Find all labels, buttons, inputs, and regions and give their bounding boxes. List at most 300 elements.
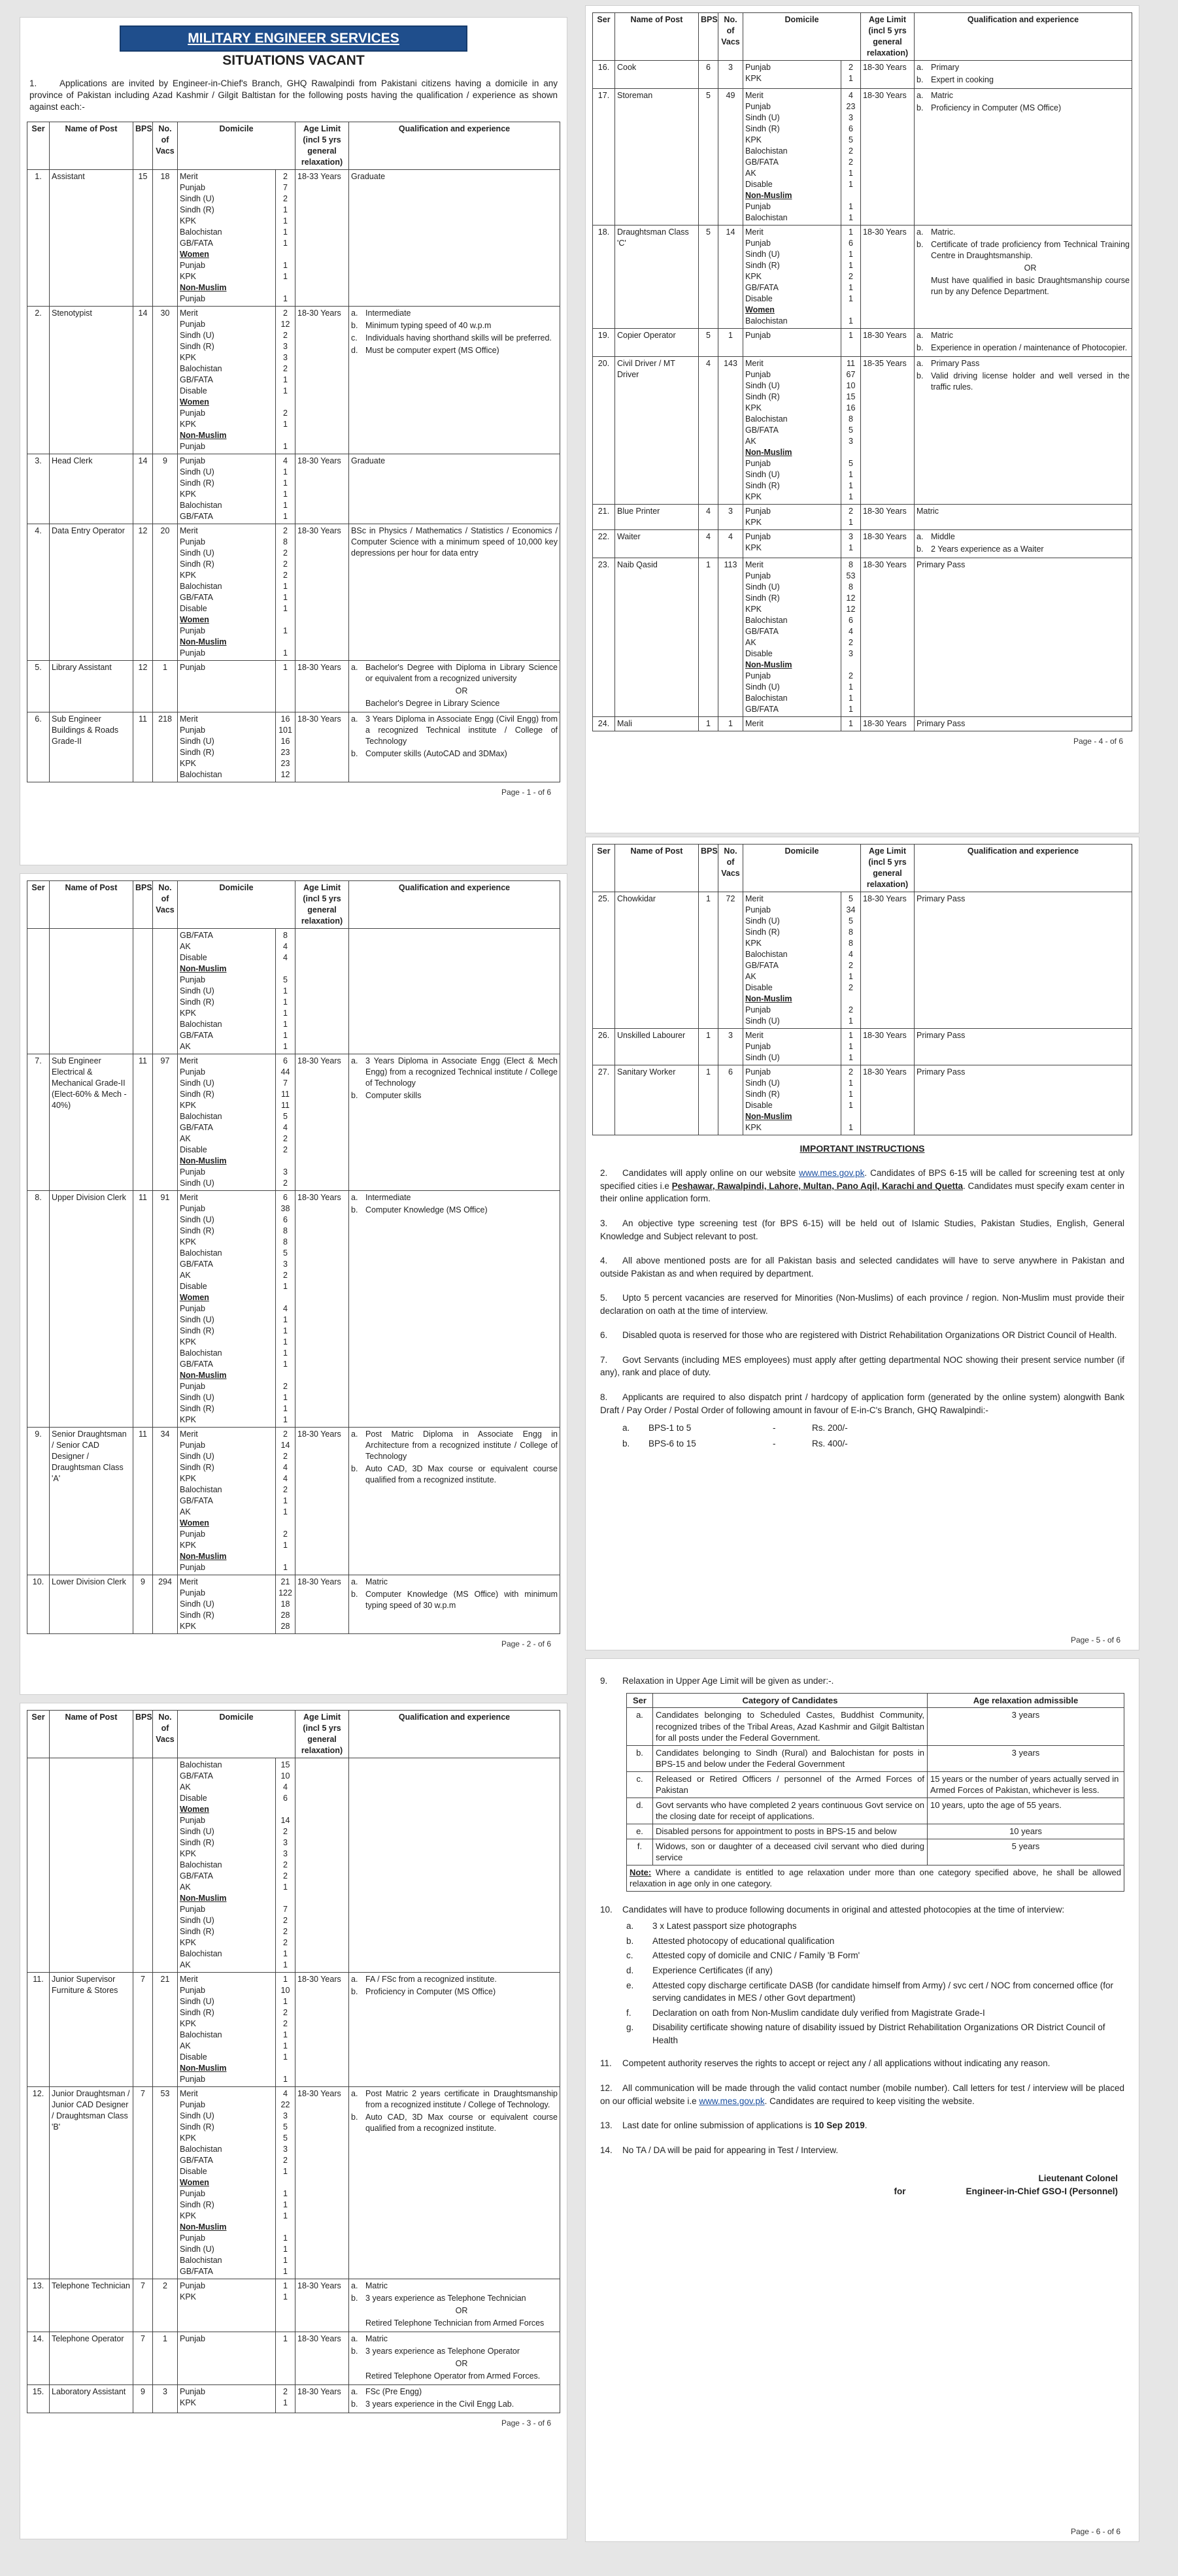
domicile-count: 1	[283, 2292, 288, 2301]
post-serial: 19.	[593, 329, 615, 357]
domicile-region: Sindh (U)	[180, 1997, 214, 2006]
domicile-region: Sindh (U)	[180, 1916, 214, 1925]
domicile-count	[278, 1518, 293, 1529]
qualification-item-text: Retired Telephone Operator from Armed Forces.	[365, 2371, 541, 2381]
post-name: Unskilled Labourer	[615, 1029, 699, 1065]
instruction-11: 11. Competent authority reserves the rights to accept or reject any / all applications without indicating any reason.	[600, 2058, 1051, 2069]
domicile-region: Sindh (U)	[745, 916, 780, 926]
domicile-list	[178, 454, 276, 524]
domicile-region: Disable	[180, 1794, 207, 1803]
post-serial: 26.	[593, 1029, 615, 1065]
domicile-region: Sindh (R)	[180, 997, 214, 1007]
domicile-count: 1	[283, 1337, 288, 1347]
relax-age: 15 years or the number of years actually served in Armed Forces of Pakistan, whichever is less.	[928, 1771, 1124, 1798]
domicile-count: 1	[849, 694, 853, 703]
post-qualification	[349, 1054, 560, 1191]
header-vacs: No. of Vacs	[153, 881, 178, 929]
post-age-limit	[295, 1758, 349, 1973]
domicile-count: 1	[283, 500, 288, 510]
domicile-region: Punjab	[745, 532, 771, 541]
post-vacancies: 72	[718, 892, 743, 1029]
qualification-item-text: Computer Knowledge (MS Office)	[365, 1205, 488, 1214]
domicile-count: 2	[849, 272, 853, 281]
qualification-item	[917, 239, 1130, 261]
domicile-count: 2	[283, 1452, 288, 1461]
domicile-region: GB/FATA	[180, 1260, 213, 1269]
post-serial: 24.	[593, 717, 615, 731]
domicile-region: Punjab	[180, 626, 205, 635]
table-row	[27, 1758, 560, 1973]
qualification-item-text: Proficiency in Computer (MS Office)	[365, 1987, 496, 1996]
domicile-region: Sindh (R)	[180, 1226, 214, 1235]
fee-row: a. BPS-1 to 5 - Rs. 200/-	[622, 1423, 848, 1433]
domicile-count: 4	[283, 1474, 288, 1483]
domicile-list	[178, 1428, 276, 1575]
qualification-item-text: Bachelor's Degree with Diploma in Library Science or equivalent from a recognized university	[365, 662, 558, 683]
post-bps: 9	[133, 2385, 153, 2413]
table-row	[27, 1191, 560, 1428]
domicile-count: 1	[849, 1123, 853, 1132]
domicile-count: 16	[280, 714, 290, 724]
domicile-region: Merit	[180, 2089, 198, 2098]
domicile-region: Punjab	[180, 1905, 205, 1914]
domicile-region: Sindh (R)	[180, 1463, 214, 1472]
qualification-item	[351, 345, 558, 356]
domicile-region: KPK	[180, 1415, 197, 1424]
qualification-item	[351, 2281, 558, 2292]
domicile-region: GB/FATA	[180, 2156, 213, 2165]
domicile-counts	[841, 717, 861, 731]
domicile-region: Balochistan	[180, 2256, 222, 2265]
domicile-count: 22	[280, 2100, 290, 2109]
post-serial: 13.	[27, 2279, 50, 2332]
post-qualification	[915, 226, 1132, 329]
domicile-list	[743, 717, 841, 731]
domicile-region: Punjab	[745, 459, 771, 468]
qualification-item	[351, 1192, 558, 1203]
qualification-item	[351, 2371, 558, 2382]
domicile-count: 2	[283, 570, 288, 580]
post-serial: 16.	[593, 61, 615, 89]
domicile-region: Balochistan	[180, 1112, 222, 1121]
domicile-count: 1	[283, 2189, 288, 2198]
domicile-region: Sindh (U)	[745, 1016, 780, 1026]
qualification-item	[351, 698, 558, 709]
domicile-count: 1	[283, 648, 288, 658]
post-age-limit: 18-30 Years	[295, 2385, 349, 2413]
domicile-count: 1	[849, 331, 853, 340]
domicile-counts	[276, 1575, 295, 1634]
domicile-count: 1	[283, 581, 288, 591]
domicile-region: AK	[180, 1507, 191, 1516]
domicile-count: 15	[280, 1760, 290, 1769]
domicile-region: Balochistan	[745, 616, 788, 625]
domicile-count: 2	[849, 507, 853, 516]
qualification-item-text: Matric	[365, 1577, 388, 1586]
page-footer: Page - 4 - of 6	[1073, 737, 1123, 746]
posts-table	[592, 12, 1132, 731]
table-row	[593, 892, 1132, 1029]
table-header-row	[27, 122, 560, 169]
domicile-list	[178, 1973, 276, 2087]
domicile-region: Balochistan	[180, 1949, 222, 1958]
post-age-limit: 18-35 Years	[861, 357, 915, 505]
qualification-item-text: Auto CAD, 3D Max course or equivalent course qualified from a recognized institute.	[365, 1464, 558, 1484]
table-row	[27, 169, 560, 306]
website-link[interactable]: www.mes.gov.pk	[699, 2096, 765, 2106]
post-serial: 4.	[27, 524, 50, 660]
domicile-count: 2	[283, 2387, 288, 2396]
post-serial: 14.	[27, 2332, 50, 2385]
domicile-count: 1	[283, 1020, 288, 1029]
post-vacancies: 18	[153, 169, 178, 306]
domicile-count: 1	[283, 2398, 288, 2407]
domicile-region: GB/FATA	[745, 961, 779, 970]
post-age-limit: 18-33 Years	[295, 169, 349, 306]
domicile-region: Punjab	[745, 1067, 771, 1077]
post-age-limit: 18-30 Years	[861, 89, 915, 226]
post-serial: 1.	[27, 169, 50, 306]
post-serial	[27, 929, 50, 1054]
domicile-count: 1	[849, 169, 853, 178]
post-serial: 22.	[593, 530, 615, 558]
qualification-marker: b.	[351, 1464, 358, 1473]
domicile-count: 1	[849, 261, 853, 270]
qualification-item-text: Must have qualified in basic Draughtsmanship course run by any Defence Department.	[931, 276, 1130, 296]
domicile-list	[743, 892, 841, 1029]
domicile-region: Balochistan	[180, 227, 222, 237]
domicile-counts	[841, 505, 861, 530]
post-vacancies: 21	[153, 1973, 178, 2087]
qualification-item-text: 3 years experience as Telephone Operator	[365, 2347, 520, 2356]
domicile-list	[178, 169, 276, 306]
domicile-region: Sindh (R)	[180, 747, 214, 757]
qualification-item	[351, 2112, 558, 2134]
post-name: Mali	[615, 717, 699, 731]
qualification-item-text: Must be computer expert (MS Office)	[365, 345, 499, 355]
qualification-item-text: 3 Years Diploma in Associate Engg (Civil Engg) from a recognized Technical institute / College of Technology	[365, 714, 558, 746]
domicile-count: 2	[283, 363, 288, 373]
post-name	[50, 1758, 133, 1973]
table-row	[27, 1428, 560, 1575]
domicile-region: Punjab	[745, 1042, 771, 1051]
domicile-category: Women	[180, 1293, 209, 1302]
qualification-list	[351, 2386, 558, 2410]
domicile-region: Sindh (U)	[180, 1315, 214, 1324]
post-qualification	[915, 357, 1132, 505]
qualification-marker: b.	[351, 748, 358, 758]
domicile-region: Punjab	[180, 975, 205, 984]
domicile-count	[843, 660, 858, 671]
qualification-item-text: FA / FSc from a recognized institute.	[365, 1975, 497, 1984]
table-row	[593, 1029, 1132, 1065]
post-vacancies: 2	[153, 2279, 178, 2332]
qualification-marker: a.	[351, 308, 358, 318]
domicile-region: GB/FATA	[180, 1360, 213, 1369]
domicile-region: Balochistan	[180, 1348, 222, 1358]
post-bps: 11	[133, 712, 153, 782]
domicile-region: KPK	[745, 939, 762, 948]
domicile-region: Sindh (U)	[180, 2111, 214, 2120]
qualification-text: Matric	[917, 507, 939, 516]
domicile-count: 12	[846, 605, 856, 614]
instruction-8: 8. Applicants are required to also dispatch print / hardcopy of application form (generated by the online system) alongwith Bank Draft / Pay Order / Postal Order of following amount in favour of E-in-C's Branch, GHQ Rawalpindi:-	[600, 1392, 1124, 1415]
qualification-item-text: Proficiency in Computer (MS Office)	[931, 103, 1062, 112]
post-qualification	[349, 1758, 560, 1973]
domicile-region: KPK	[180, 2019, 197, 2028]
domicile-count: 3	[849, 532, 853, 541]
qualification-marker: c.	[351, 333, 358, 343]
relax-category: Released or Retired Officers / personnel of the Armed Forces of Pakistan	[653, 1771, 928, 1798]
relax-ser: f.	[627, 1839, 653, 1865]
domicile-category: Non-Muslim	[745, 1112, 792, 1121]
domicile-count: 2	[283, 1871, 288, 1881]
domicile-count: 1	[283, 227, 288, 237]
table-header-row	[27, 881, 560, 929]
domicile-count: 1	[283, 511, 288, 521]
domicile-category: Non-Muslim	[180, 1894, 227, 1903]
qualification-marker: b.	[351, 1091, 358, 1100]
page-5	[585, 837, 1139, 1650]
domicile-region: KPK	[180, 758, 197, 768]
header-bps: BPS	[699, 13, 718, 61]
domicile-count: 1	[283, 2256, 288, 2265]
domicile-count: 2	[283, 408, 288, 418]
website-link[interactable]: www.mes.gov.pk	[799, 1168, 865, 1179]
domicile-count: 6	[283, 1215, 288, 1224]
domicile-region: GB/FATA	[180, 1771, 213, 1781]
domicile-count: 8	[849, 582, 853, 592]
header-ser: Ser	[27, 881, 50, 929]
relax-note	[627, 1865, 1124, 1891]
domicile-count: 2	[283, 559, 288, 569]
domicile-count: 7	[283, 182, 288, 192]
table-row	[593, 717, 1132, 731]
domicile-region: KPK	[180, 1009, 197, 1018]
domicile-region: Merit	[745, 560, 764, 569]
domicile-category: Non-Muslim	[180, 964, 227, 973]
domicile-count: 1	[283, 2167, 288, 2176]
domicile-count: 2	[283, 1179, 288, 1188]
domicile-region: GB/FATA	[180, 1123, 213, 1132]
page-footer: Page - 3 - of 6	[501, 2418, 551, 2428]
qualification-marker: a.	[351, 1193, 358, 1202]
document-text: 3 x Latest passport size photographs	[652, 1921, 797, 1932]
domicile-count	[278, 2177, 293, 2188]
document-marker: g.	[626, 2022, 634, 2033]
post-bps: 11	[133, 1191, 153, 1428]
domicile-list	[178, 1758, 276, 1973]
document-text: Experience Certificates (if any)	[652, 1965, 773, 1976]
domicile-count: 1	[849, 1079, 853, 1088]
posts-table	[592, 844, 1132, 1135]
post-age-limit: 18-30 Years	[861, 61, 915, 89]
domicile-counts	[276, 929, 295, 1054]
post-vacancies: 30	[153, 306, 178, 454]
domicile-count: 2	[849, 638, 853, 647]
domicile-region: Punjab	[180, 456, 205, 465]
table-row	[27, 712, 560, 782]
domicile-count: 28	[280, 1622, 290, 1631]
domicile-counts	[276, 454, 295, 524]
domicile-region: Punjab	[180, 1304, 205, 1313]
domicile-count	[843, 994, 858, 1005]
domicile-count: 2	[283, 1827, 288, 1836]
post-age-limit: 18-30 Years	[861, 892, 915, 1029]
domicile-count: 2	[283, 171, 288, 181]
domicile-region: Sindh (R)	[180, 1404, 214, 1413]
domicile-region: Sindh (U)	[180, 1393, 214, 1402]
table-row	[27, 454, 560, 524]
qualification-marker: b.	[917, 75, 924, 84]
domicile-counts	[276, 1428, 295, 1575]
domicile-category: Non-Muslim	[180, 1156, 227, 1165]
instruction-3: 3. An objective type screening test (for BPS 6-15) will be held out of Islamic Studies, Pakistan Studies, English, General Knowledge and Subject relevant to post.	[600, 1218, 1124, 1241]
domicile-count: 16	[846, 403, 856, 412]
qualification-item	[917, 90, 1130, 101]
post-bps	[133, 1758, 153, 1973]
relax-age: 5 years	[928, 1839, 1124, 1865]
domicile-count: 4	[283, 1463, 288, 1472]
relax-ser: e.	[627, 1824, 653, 1839]
qualification-item	[351, 333, 558, 344]
post-qualification	[915, 558, 1132, 717]
domicile-region: Sindh (U)	[180, 330, 214, 340]
relax-category: Widows, son or daughter of a deceased civil servant who died during service	[653, 1839, 928, 1865]
header-age: Age Limit (incl 5 yrs general relaxation)	[295, 881, 349, 929]
qualification-item	[351, 1429, 558, 1462]
domicile-count: 15	[846, 392, 856, 401]
domicile-region: Disable	[180, 1282, 207, 1291]
domicile-count	[278, 249, 293, 260]
header-vacs: No. of Vacs	[718, 845, 743, 892]
post-serial	[27, 1758, 50, 1973]
domicile-region: AK	[180, 1134, 191, 1143]
domicile-region: GB/FATA	[180, 592, 213, 602]
domicile-count: 1	[283, 375, 288, 384]
signatory-rank: Lieutenant Colonel	[1038, 2173, 1118, 2184]
qualification-item	[351, 1090, 558, 1101]
domicile-region: Sindh (R)	[180, 341, 214, 351]
domicile-count: 1	[283, 205, 288, 214]
domicile-count: 2	[283, 1382, 288, 1391]
domicile-count	[843, 190, 858, 201]
domicile-count: 1	[283, 1282, 288, 1291]
post-bps: 12	[133, 660, 153, 712]
domicile-region: GB/FATA	[180, 1031, 213, 1040]
header-ser: Ser	[593, 13, 615, 61]
post-age-limit: 18-30 Years	[295, 1191, 349, 1428]
post-serial: 8.	[27, 1191, 50, 1428]
header-vacs: No. of Vacs	[718, 13, 743, 61]
domicile-region: GB/FATA	[180, 375, 213, 384]
post-serial: 11.	[27, 1973, 50, 2087]
qualification-item	[351, 2346, 558, 2357]
domicile-region: GB/FATA	[180, 238, 213, 248]
qualification-item	[351, 2293, 558, 2304]
domicile-region: AK	[180, 942, 191, 951]
post-bps: 4	[699, 357, 718, 505]
domicile-count: 1	[283, 1563, 288, 1572]
domicile-region: Sindh (R)	[745, 1090, 780, 1099]
domicile-count: 8	[849, 928, 853, 937]
document-text: Attested copy discharge certificate DASB (for candidate himself from Army) / svc cert / NOC from concerned office (for serving candidates in MES / other Govt department)	[652, 1980, 1114, 2003]
post-qualification	[349, 2332, 560, 2385]
post-name: Junior Supervisor Furniture & Stores	[50, 1973, 133, 2087]
qualification-marker: b.	[917, 343, 924, 352]
domicile-count: 34	[846, 905, 856, 914]
page-1	[20, 17, 567, 865]
domicile-region: Disable	[745, 983, 773, 992]
domicile-region: KPK	[745, 605, 762, 614]
domicile-counts	[841, 558, 861, 717]
domicile-region: Sindh (U)	[745, 250, 780, 259]
domicile-count: 1	[283, 603, 288, 613]
domicile-count: 1	[849, 518, 853, 527]
domicile-region: Punjab	[180, 1167, 205, 1177]
post-serial: 2.	[27, 306, 50, 454]
domicile-region: KPK	[180, 1938, 197, 1947]
domicile-region: Punjab	[180, 1067, 205, 1077]
domicile-count: 2	[849, 158, 853, 167]
domicile-count: 2	[283, 2019, 288, 2028]
domicile-count	[278, 397, 293, 408]
domicile-count: 1	[849, 1053, 853, 1062]
qualification-marker: d.	[351, 345, 358, 355]
post-name: Senior Draughtsman / Senior CAD Designer / Draughtsman Class 'A'	[50, 1428, 133, 1575]
domicile-count: 1	[283, 2245, 288, 2254]
domicile-list	[178, 2385, 276, 2413]
post-age-limit: 18-30 Years	[861, 226, 915, 329]
post-qualification	[349, 1428, 560, 1575]
domicile-count: 28	[280, 1611, 290, 1620]
domicile-region: Sindh (U)	[180, 1599, 214, 1609]
qualification-item-text: Bachelor's Degree in Library Science	[365, 698, 500, 708]
domicile-region: Merit	[745, 1031, 764, 1040]
post-qualification	[349, 712, 560, 782]
domicile-region: Sindh (U)	[180, 736, 214, 746]
domicile-region: AK	[745, 638, 756, 647]
post-vacancies: 20	[153, 524, 178, 660]
domicile-count: 2	[283, 1271, 288, 1280]
domicile-region: KPK	[745, 543, 762, 552]
domicile-count: 1	[283, 441, 288, 451]
domicile-count: 1	[283, 293, 288, 303]
domicile-count: 1	[283, 1404, 288, 1413]
qualification-text: Primary Pass	[917, 560, 966, 569]
domicile-count: 1	[849, 1031, 853, 1040]
domicile-region: Sindh (R)	[745, 261, 780, 270]
qualification-marker: b.	[351, 2400, 358, 2409]
domicile-counts	[276, 2385, 295, 2413]
domicile-region: Sindh (U)	[180, 1827, 214, 1836]
document-item	[626, 1920, 1124, 1933]
page-3	[20, 1703, 567, 2539]
domicile-category: Non-Muslim	[745, 448, 792, 457]
domicile-counts	[841, 226, 861, 329]
ad-title: MILITARY ENGINEER SERVICES	[120, 25, 467, 52]
table-row	[593, 558, 1132, 717]
documents-list	[626, 1920, 1124, 2047]
qualification-marker: a.	[351, 2334, 358, 2343]
domicile-category: Women	[180, 1805, 209, 1814]
domicile-category: Women	[180, 1518, 209, 1528]
domicile-region: KPK	[180, 2292, 197, 2301]
post-vacancies	[153, 929, 178, 1054]
document-item	[626, 1935, 1124, 1948]
domicile-region: KPK	[180, 352, 197, 362]
domicile-region: KPK	[180, 1849, 197, 1858]
